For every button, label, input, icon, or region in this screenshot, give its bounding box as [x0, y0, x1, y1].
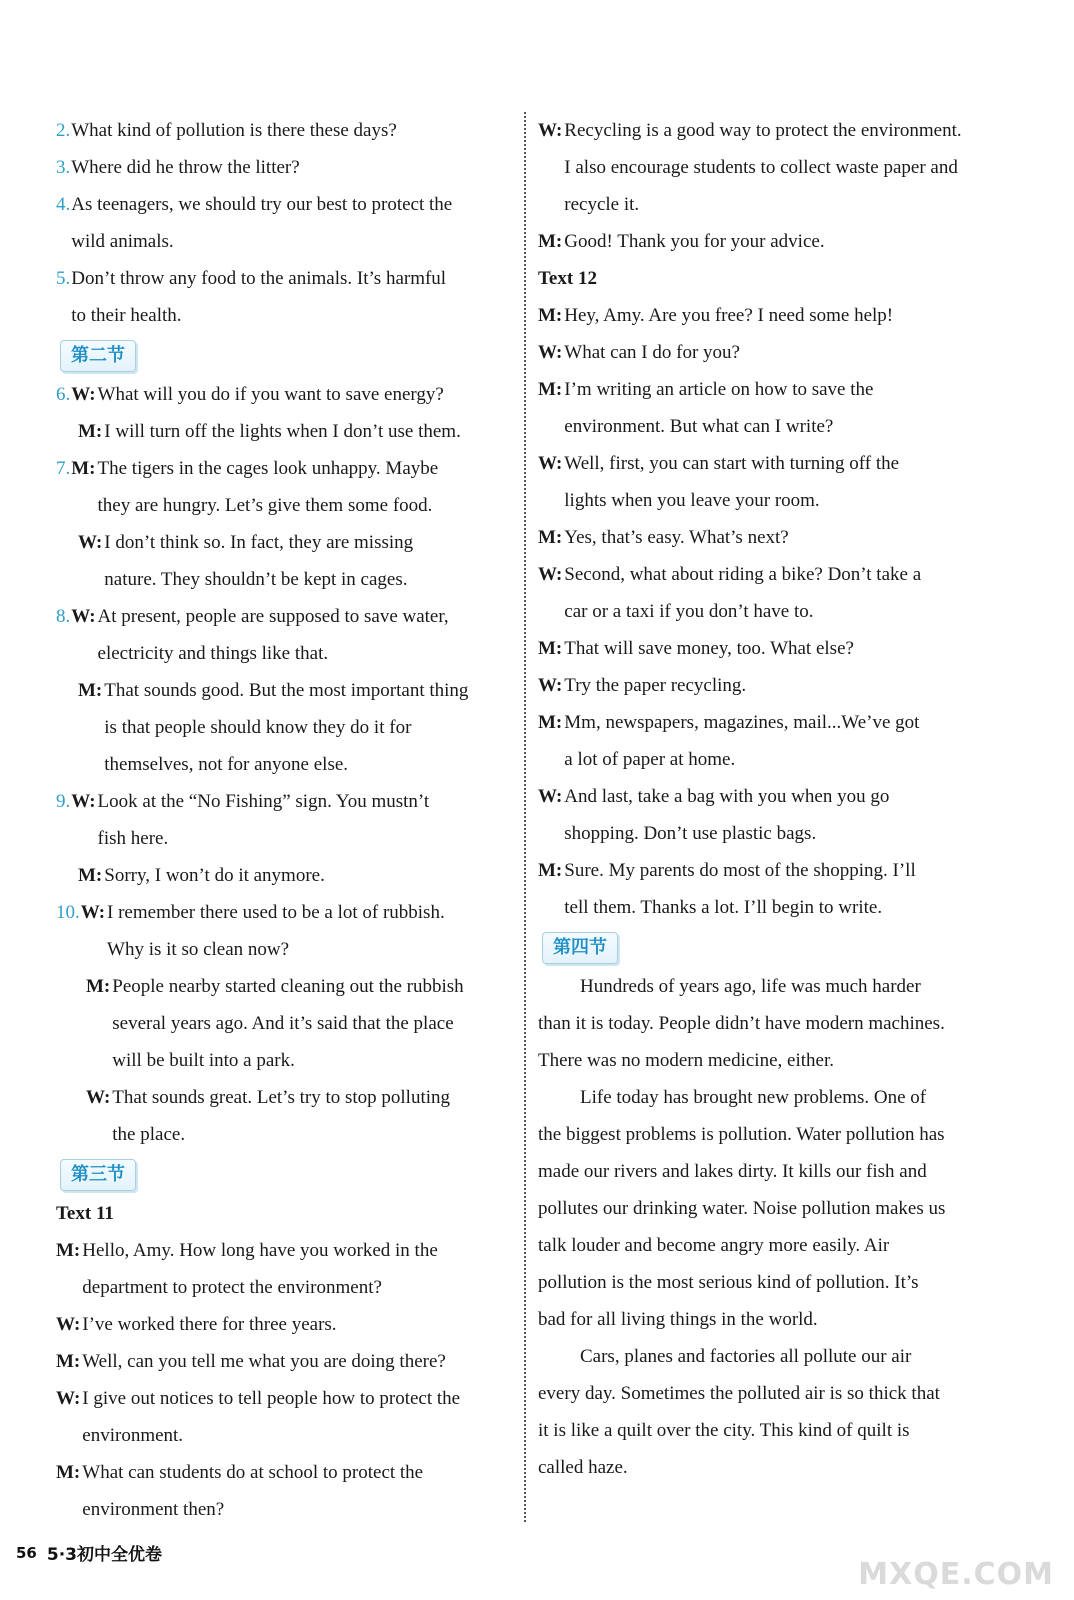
line-text: Well, can you tell me what you are doing there?	[82, 1351, 446, 1372]
continuation-line: wild animals.	[71, 231, 174, 252]
dialogue-line	[538, 334, 998, 371]
speaker-label: W:	[71, 791, 96, 812]
speaker-label: W:	[80, 902, 106, 923]
item-number: 9.	[56, 791, 71, 812]
item-number: 10.	[56, 902, 80, 923]
speaker-label: M:	[78, 865, 103, 886]
column-divider	[524, 112, 526, 1522]
speaker-label: M:	[78, 421, 103, 442]
speaker-label: M:	[86, 976, 111, 997]
passage-line: pollution is the most serious kind of pollution. It’s	[538, 1272, 919, 1293]
dialogue-line	[56, 1079, 518, 1116]
line-text: And last, take a bag with you when you go	[564, 786, 890, 807]
speaker-label: W:	[71, 606, 96, 627]
dialogue-line	[538, 223, 998, 260]
passage-paragraph	[538, 1338, 998, 1486]
passage-line: called haze.	[538, 1457, 628, 1478]
dialogue-line	[538, 556, 998, 593]
passage-line: There was no modern medicine, either.	[538, 1050, 834, 1071]
continuation-line: a lot of paper at home.	[564, 749, 736, 770]
speaker-label: M:	[538, 231, 563, 252]
watermark: MXQE.COM	[858, 1557, 1054, 1592]
dialogue-line	[538, 519, 998, 556]
text-11-heading: Text 11	[56, 1203, 114, 1224]
speaker-label: M:	[56, 1240, 81, 1261]
left-column	[56, 112, 518, 1528]
passage-line: Cars, planes and factories all pollute our air	[580, 1346, 912, 1367]
passage-line: than it is today. People didn’t have modern machines.	[538, 1013, 945, 1034]
passage-line: the biggest problems is pollution. Water pollution has	[538, 1124, 945, 1145]
continuation-line: nature. They shouldn’t be kept in cages.	[104, 569, 408, 590]
dialogue-line	[538, 667, 998, 704]
line-text: Mm, newspapers, magazines, mail...We’ve got	[564, 712, 920, 733]
dialogue-line	[56, 450, 518, 487]
dialogue-line	[538, 778, 998, 815]
line-text: What can students do at school to protect the	[82, 1462, 424, 1483]
line-text: Sorry, I won’t do it anymore.	[104, 865, 325, 886]
book-brand: 5·3初中全优卷	[46, 1545, 162, 1565]
text-11-dialogue-cont	[538, 112, 998, 260]
continuation-line: shopping. Don’t use plastic bags.	[564, 823, 817, 844]
dialogue-line	[56, 1343, 518, 1380]
passage-line: talk louder and become angry more easily. Air	[538, 1235, 890, 1256]
item-number: 7.	[56, 458, 71, 479]
passage	[538, 968, 998, 1486]
passage-line: Life today has brought new problems. One of	[580, 1087, 927, 1108]
speaker-label: M:	[78, 680, 103, 701]
continuation-line: tell them. Thanks a lot. I’ll begin to write.	[564, 897, 883, 918]
continuation-line: environment.	[82, 1425, 184, 1446]
line-text: What will you do if you want to save energy?	[97, 384, 444, 405]
continuation-line: Why is it so clean now?	[107, 939, 290, 960]
dialogue-line	[56, 1380, 518, 1417]
continuation-line: several years ago. And it’s said that the place	[112, 1013, 454, 1034]
continuation-line: department to protect the environment?	[82, 1277, 382, 1298]
dialogue-line	[538, 704, 998, 741]
line-text: I don’t think so. In fact, they are missing	[104, 532, 414, 553]
line-text: At present, people are supposed to save water,	[97, 606, 449, 627]
line-text: That sounds good. But the most important thing	[104, 680, 469, 701]
line-text: People nearby started cleaning out the rubbish	[112, 976, 464, 997]
dialogue-line	[56, 1232, 518, 1269]
line-text: I remember there used to be a lot of rubbish.	[107, 902, 445, 923]
passage-line: every day. Sometimes the polluted air is so thick that	[538, 1383, 940, 1404]
dialogue-line	[538, 112, 998, 149]
continuation-line: I also encourage students to collect waste paper and	[564, 157, 958, 178]
dialogue-line	[56, 376, 518, 413]
line-text: Recycling is a good way to protect the environment.	[564, 120, 962, 141]
line-text: Second, what about riding a bike? Don’t take a	[564, 564, 922, 585]
text-11-dialogue	[56, 1232, 518, 1528]
passage-line: made our rivers and lakes dirty. It kills our fish and	[538, 1161, 927, 1182]
continuation-line: environment then?	[82, 1499, 225, 1520]
line-text: Hello, Amy. How long have you worked in the	[82, 1240, 438, 1261]
continuation-line: is that people should know they do it for	[104, 717, 412, 738]
speaker-label: M:	[538, 712, 563, 733]
speaker-label: M:	[538, 860, 563, 881]
line-text: What can I do for you?	[564, 342, 740, 363]
line-text: Hey, Amy. Are you free? I need some help!	[564, 305, 894, 326]
continuation-line: to their health.	[71, 305, 182, 326]
right-column	[538, 112, 998, 1486]
item-number: 3.	[56, 157, 71, 178]
page-number: 56	[16, 1543, 37, 1562]
line-text: Yes, that’s easy. What’s next?	[564, 527, 789, 548]
continuation-line: lights when you leave your room.	[564, 490, 820, 511]
line-text: I will turn off the lights when I don’t use them.	[104, 421, 461, 442]
continuation-line: electricity and things like that.	[97, 643, 329, 664]
speaker-label: W:	[538, 786, 563, 807]
dialogue-line	[56, 857, 518, 894]
item-number: 2.	[56, 120, 71, 141]
continuation-line: the place.	[112, 1124, 186, 1145]
line-text: Good! Thank you for your advice.	[564, 231, 825, 252]
speaker-label: M:	[56, 1462, 81, 1483]
continuation-line: they are hungry. Let’s give them some food.	[97, 495, 433, 516]
dialogue-line	[56, 968, 518, 1005]
speaker-label: M:	[538, 638, 563, 659]
line-text: That sounds great. Let’s try to stop polluting	[112, 1087, 451, 1108]
line-text: I’m writing an article on how to save the	[564, 379, 874, 400]
continuation-line: environment. But what can I write?	[564, 416, 834, 437]
continuation-line: car or a taxi if you don’t have to.	[564, 601, 814, 622]
passage-line: bad for all living things in the world.	[538, 1309, 818, 1330]
dialogue-line	[56, 598, 518, 635]
dialogue-line	[56, 672, 518, 709]
questions-section-2	[56, 376, 518, 1153]
speaker-label: W:	[78, 532, 103, 553]
line-text: That will save money, too. What else?	[564, 638, 854, 659]
item-number: 5.	[56, 268, 71, 289]
dialogue-line	[538, 852, 998, 889]
item-number: 4.	[56, 194, 71, 215]
continuation-line: will be built into a park.	[112, 1050, 295, 1071]
passage-line: pollutes our drinking water. Noise pollution makes us	[538, 1198, 946, 1219]
line-text: The tigers in the cages look unhappy. Maybe	[97, 458, 439, 479]
text-12-dialogue	[538, 297, 998, 926]
passage-line: it is like a quilt over the city. This kind of quilt is	[538, 1420, 910, 1441]
item-number: 6.	[56, 384, 71, 405]
dialogue-line	[538, 371, 998, 408]
dialogue-line	[56, 1454, 518, 1491]
line-text: Sure. My parents do most of the shopping. I’ll	[564, 860, 916, 881]
speaker-label: W:	[538, 342, 563, 363]
page-footer	[16, 1540, 162, 1565]
dialogue-line	[56, 783, 518, 820]
speaker-label: M:	[538, 527, 563, 548]
line-text: Try the paper recycling.	[564, 675, 747, 696]
dialogue-line	[56, 149, 518, 186]
dialogue-line	[56, 524, 518, 561]
speaker-label: W:	[56, 1314, 81, 1335]
continuation-line: themselves, not for anyone else.	[104, 754, 349, 775]
speaker-label: W:	[538, 453, 563, 474]
dialogue-line	[56, 186, 518, 223]
passage-line: Hundreds of years ago, life was much harder	[580, 976, 921, 997]
speaker-label: M:	[538, 305, 563, 326]
continuation-line: fish here.	[97, 828, 169, 849]
speaker-label: M:	[538, 379, 563, 400]
dialogue-line	[56, 413, 518, 450]
speaker-label: W:	[538, 120, 563, 141]
line-text: Where did he throw the litter?	[71, 157, 300, 178]
text-12-heading: Text 12	[538, 268, 597, 289]
line-text: I’ve worked there for three years.	[82, 1314, 337, 1335]
section-2-label: 第二节	[60, 340, 136, 372]
dialogue-line	[56, 112, 518, 149]
questions-section-1	[56, 112, 518, 334]
speaker-label: W:	[538, 564, 563, 585]
speaker-label: W:	[86, 1087, 111, 1108]
passage-paragraph	[538, 1079, 998, 1338]
section-3-label: 第三节	[60, 1159, 136, 1191]
dialogue-line	[56, 1306, 518, 1343]
line-text: Don’t throw any food to the animals. It’s harmful	[71, 268, 447, 289]
speaker-label: M:	[71, 458, 96, 479]
speaker-label: M:	[56, 1351, 81, 1372]
speaker-label: W:	[538, 675, 563, 696]
line-text: As teenagers, we should try our best to protect the	[71, 194, 453, 215]
section-4-label: 第四节	[542, 932, 618, 964]
continuation-line: recycle it.	[564, 194, 640, 215]
line-text: Look at the “No Fishing” sign. You mustn’t	[97, 791, 430, 812]
speaker-label: W:	[71, 384, 96, 405]
item-number: 8.	[56, 606, 71, 627]
dialogue-line	[538, 630, 998, 667]
speaker-label: W:	[56, 1388, 81, 1409]
dialogue-line	[538, 445, 998, 482]
dialogue-line	[56, 260, 518, 297]
line-text: I give out notices to tell people how to protect the	[82, 1388, 461, 1409]
passage-paragraph	[538, 968, 998, 1079]
dialogue-line	[538, 297, 998, 334]
line-text: Well, first, you can start with turning off the	[564, 453, 900, 474]
dialogue-line	[56, 894, 518, 931]
line-text: What kind of pollution is there these days?	[71, 120, 397, 141]
